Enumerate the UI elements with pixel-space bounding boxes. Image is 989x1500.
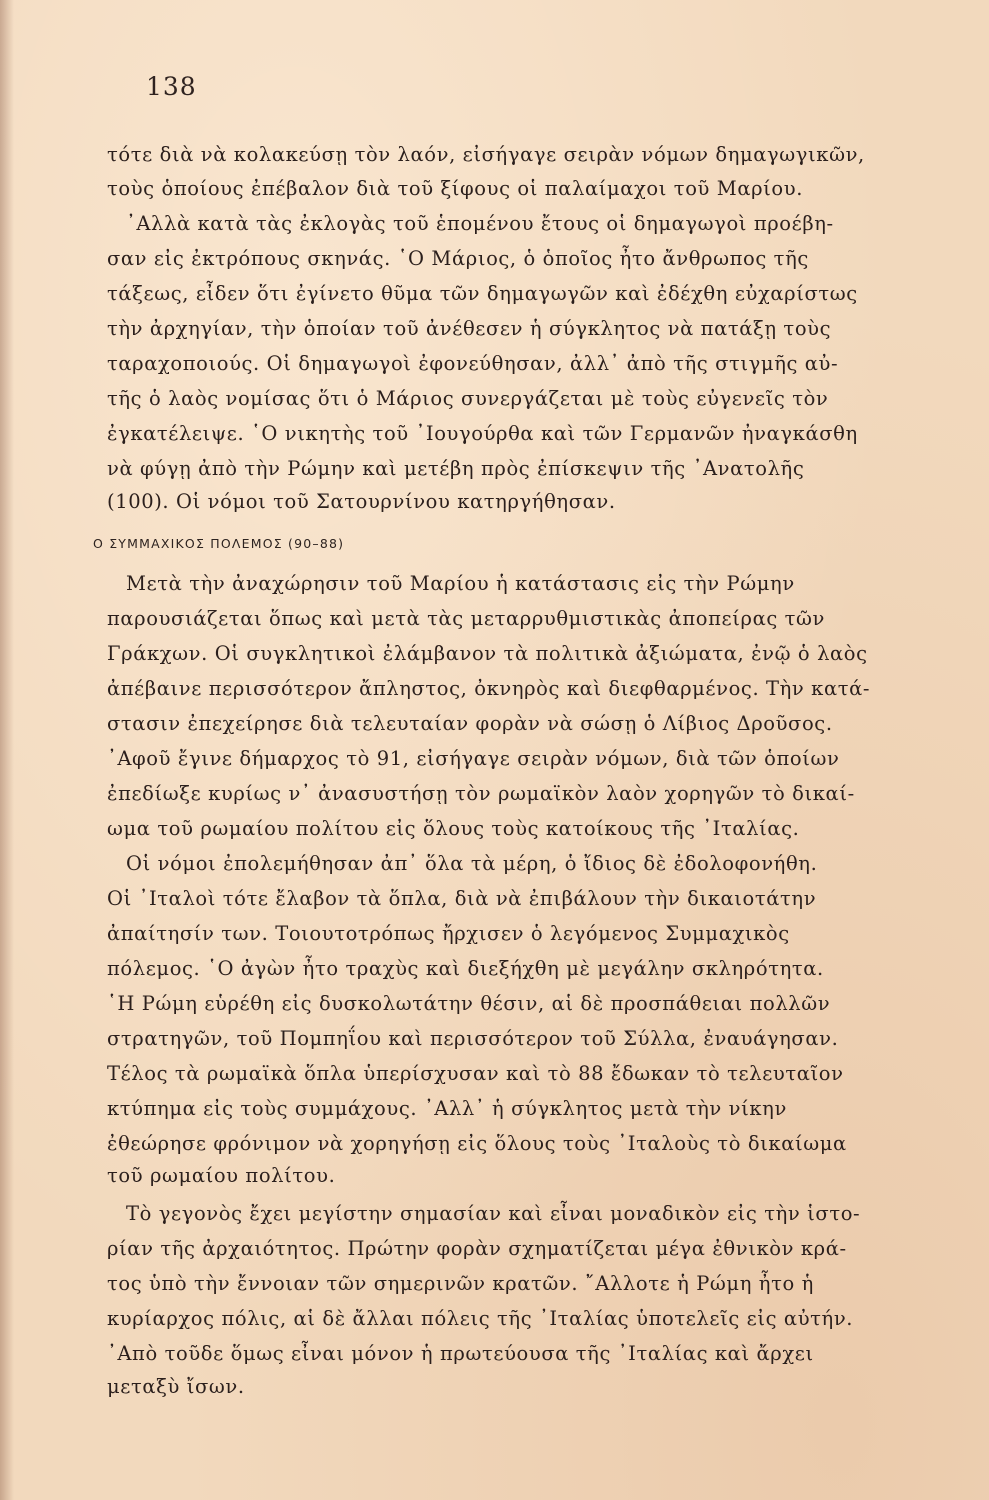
text-line: τὴν ἀρχηγίαν, τὴν ὁποίαν τοῦ ἀνέθεσεν ἡ σύγκλητος νὰ πατάξῃ τοὺς — [107, 317, 832, 340]
text-line: (100). Οἱ νόμοι τοῦ Σατουρνίνου κατηργήθησαν. — [107, 490, 616, 513]
text-line: Τὸ γεγονὸς ἔχει μεγίστην σημασίαν καὶ εἶναι μοναδικὸν εἰς τὴν ἱστο- — [126, 1202, 861, 1225]
text-line: τότε διὰ νὰ κολακεύσῃ τὸν λαόν, εἰσήγαγε σειρὰν νόμων δημαγωγικῶν, — [107, 143, 865, 166]
text-line: τοὺς ὁποίους ἐπέβαλον διὰ τοῦ ξίφους οἱ παλαίμαχοι τοῦ Μαρίου. — [107, 177, 804, 200]
text-line: στρατηγῶν, τοῦ Πομπηΐου καὶ περισσότερον τοῦ Σύλλα, ἐναυάγησαν. — [107, 1027, 839, 1050]
text-line: μεταξὺ ἴσων. — [107, 1375, 245, 1398]
text-line: ταραχοποιούς. Οἱ δημαγωγοὶ ἐφονεύθησαν, ἀλλ᾿ ἀπὸ τῆς στιγμῆς αὐ- — [107, 352, 839, 375]
text-line: ᾿Απὸ τοῦδε ὅμως εἶναι μόνον ἡ πρωτεύουσα τῆς ᾿Ιταλίας καὶ ἄρχει — [107, 1342, 814, 1365]
text-line: πόλεμος. ῾Ο ἀγὼν ἦτο τραχὺς καὶ διεξήχθη μὲ μεγάλην σκληρότητα. — [107, 957, 824, 980]
text-line: κυρίαρχος πόλις, αἱ δὲ ἄλλαι πόλεις τῆς ᾿Ιταλίας ὑποτελεῖς εἰς αὐτήν. — [107, 1307, 854, 1330]
text-line: σαν εἰς ἐκτρόπους σκηνάς. ῾Ο Μάριος, ὁ ὁποῖος ἦτο ἄνθρωπος τῆς — [107, 247, 809, 270]
text-line: κτύπημα εἰς τοὺς συμμάχους. ᾿Αλλ᾿ ἡ σύγκλητος μετὰ τὴν νίκην — [107, 1097, 787, 1120]
text-line: Μετὰ τὴν ἀναχώρησιν τοῦ Μαρίου ἡ κατάστασις εἰς τὴν Ρώμην — [126, 572, 795, 595]
text-line: ᾿Αφοῦ ἔγινε δήμαρχος τὸ 91, εἰσήγαγε σειρὰν νόμων, διὰ τῶν ὁποίων — [107, 747, 840, 770]
text-line: νὰ φύγῃ ἀπὸ τὴν Ρώμην καὶ μετέβη πρὸς ἐπίσκεψιν τῆς ᾿Ανατολῆς — [107, 457, 805, 480]
text-line: ἀπέβαινε περισσότερον ἄπληστος, ὀκνηρὸς καὶ διεφθαρμένος. Τὴν κατά- — [107, 677, 871, 700]
page-number: 138 — [146, 72, 197, 101]
text-line: Τέλος τὰ ρωμαϊκὰ ὅπλα ὑπερίσχυσαν καὶ τὸ 88 ἔδωκαν τὸ τελευταῖον — [107, 1062, 844, 1085]
text-line: ἐγκατέλειψε. ῾Ο νικητὴς τοῦ ᾿Ιουγούρθα καὶ τῶν Γερμανῶν ἠναγκάσθη — [107, 422, 858, 445]
text-line: ἐπεδίωξε κυρίως ν᾿ ἀνασυστήσῃ τὸν ρωμαϊκὸν λαὸν χορηγῶν τὸ δικαί- — [107, 782, 855, 805]
text-line: ῾Η Ρώμη εὑρέθη εἰς δυσκολωτάτην θέσιν, αἱ δὲ προσπάθειαι πολλῶν — [107, 992, 831, 1015]
text-line: ἀπαίτησίν των. Τοιουτοτρόπως ἤρχισεν ὁ λεγόμενος Συμμαχικὸς — [107, 922, 790, 945]
text-line: τος ὑπὸ τὴν ἔννοιαν τῶν σημερινῶν κρατῶν. ῎Αλλοτε ἡ Ρώμη ἦτο ἡ — [107, 1272, 814, 1295]
text-line: ᾿Αλλὰ κατὰ τὰς ἐκλογὰς τοῦ ἑπομένου ἔτους οἱ δημαγωγοὶ προέβη- — [126, 212, 834, 235]
text-line: Γράκχων. Οἱ συγκλητικοὶ ἐλάμβανον τὰ πολιτικὰ ἀξιώματα, ἐνῷ ὁ λαὸς — [107, 642, 868, 665]
text-line: τοῦ ρωμαίου πολίτου. — [107, 1164, 336, 1187]
text-line: ρίαν τῆς ἀρχαιότητος. Πρώτην φορὰν σχηματίζεται μέγα ἐθνικὸν κρά- — [107, 1237, 847, 1260]
text-line: τάξεως, εἶδεν ὅτι ἐγίνετο θῦμα τῶν δημαγωγῶν καὶ ἐδέχθη εὐχαρίστως — [107, 282, 858, 305]
text-line: ωμα τοῦ ρωμαίου πολίτου εἰς ὅλους τοὺς κατοίκους τῆς ᾿Ιταλίας. — [107, 817, 800, 840]
text-line: στασιν ἐπεχείρησε διὰ τελευταίαν φορὰν νὰ σώσῃ ὁ Λίβιος Δροῦσος. — [107, 712, 833, 735]
text-line: ἐθεώρησε φρόνιμον νὰ χορηγήσῃ εἰς ὅλους τοὺς ᾿Ιταλοὺς τὸ δικαίωμα — [107, 1132, 847, 1155]
section-heading: Ο ΣΥΜΜΑΧΙΚΟΣ ΠΟΛΕΜΟΣ (90–88) — [93, 536, 345, 551]
text-line: τῆς ὁ λαὸς νομίσας ὅτι ὁ Μάριος συνεργάζεται μὲ τοὺς εὐγενεῖς τὸν — [107, 387, 829, 410]
text-line: παρουσιάζεται ὅπως καὶ μετὰ τὰς μεταρρυθμιστικὰς ἀποπείρας τῶν — [107, 607, 825, 630]
text-line: Οἱ ᾿Ιταλοὶ τότε ἔλαβον τὰ ὅπλα, διὰ νὰ ἐπιβάλουν τὴν δικαιοτάτην — [107, 887, 817, 910]
text-line: Οἱ νόμοι ἐπολεμήθησαν ἀπ᾿ ὅλα τὰ μέρη, ὁ ἴδιος δὲ ἐδολοφονήθη. — [126, 852, 818, 875]
